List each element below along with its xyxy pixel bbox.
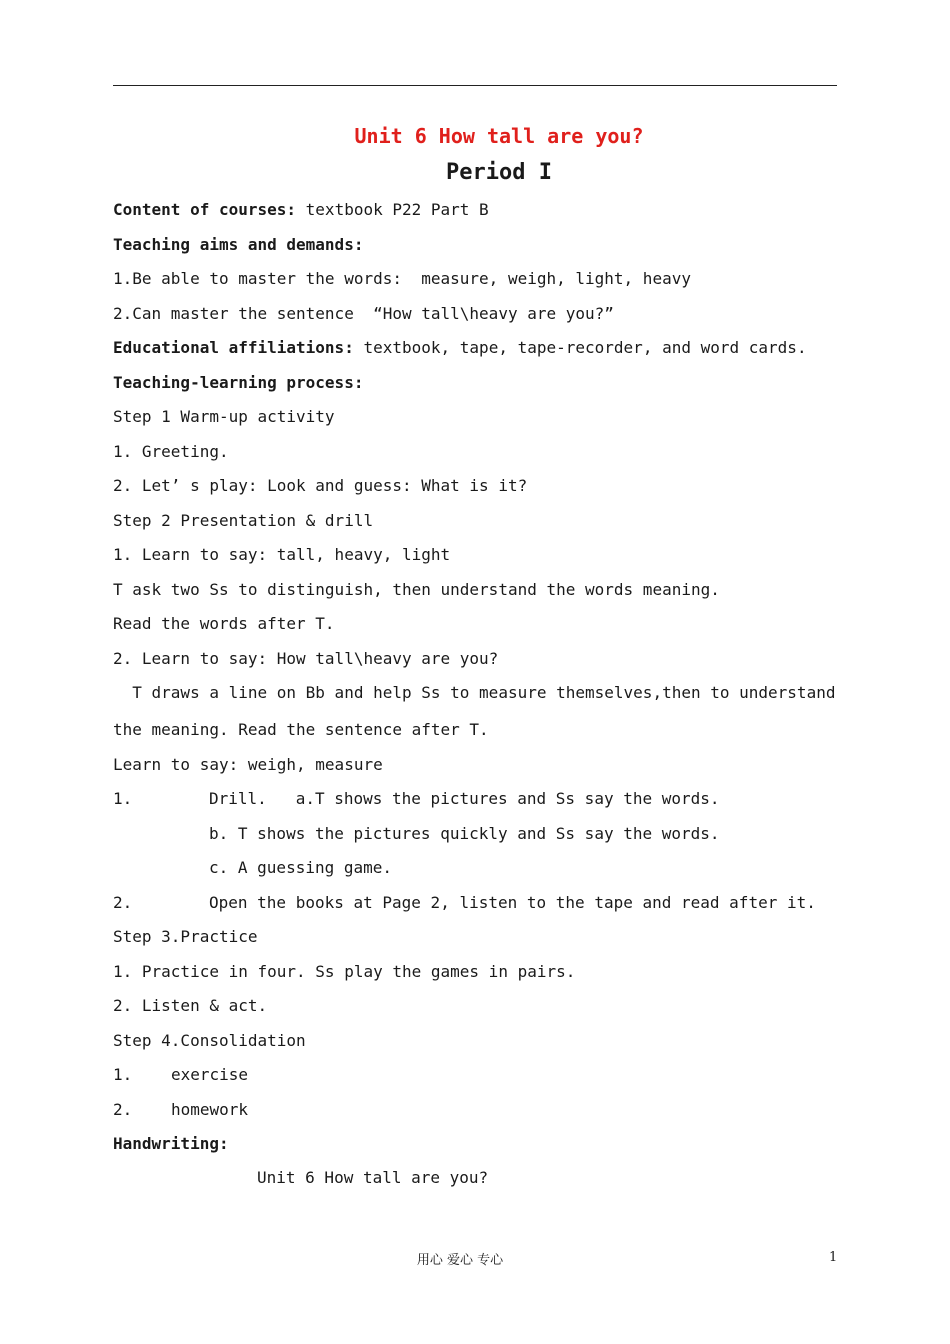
drill-row xyxy=(113,789,720,809)
step-2-item-2b: the meaning. Read the sentence after T. xyxy=(113,720,489,739)
aims-heading: Teaching aims and demands: xyxy=(113,235,364,254)
drill-c: c. A guessing game. xyxy=(209,858,393,877)
step-2-item-2: 2. Learn to say: How tall\heavy are you? xyxy=(113,649,499,668)
content-of-courses xyxy=(113,200,489,220)
page-number: 1 xyxy=(829,1250,838,1265)
drill-b: b. T shows the pictures quickly and Ss say the words. xyxy=(209,824,720,843)
step-4: Step 4.Consolidation xyxy=(113,1031,306,1050)
step-2-item-1a: T ask two Ss to distinguish, then understand the words meaning. xyxy=(113,580,720,599)
step-1-item-1: 1. Greeting. xyxy=(113,442,229,461)
step-4-item-1-number: 1. xyxy=(113,1065,133,1084)
aim-1: 1.Be able to master the words: measure, weigh, light, heavy xyxy=(113,269,691,288)
step-4-item-1 xyxy=(113,1065,248,1085)
educational-affiliations xyxy=(113,338,807,358)
step-2-item-2a: T draws a line on Bb and help Ss to measure themselves,then to understand xyxy=(113,683,836,702)
content-value: textbook P22 Part B xyxy=(296,200,489,219)
affil-label: Educational affiliations: xyxy=(113,338,354,357)
step-2-item-1: 1. Learn to say: tall, heavy, light xyxy=(113,545,451,564)
drill-number: 1. xyxy=(113,789,133,808)
content-label: Content of courses: xyxy=(113,200,297,219)
period-title: Period I xyxy=(446,160,552,185)
step-3: Step 3.Practice xyxy=(113,927,258,946)
step-4-item-1-text: exercise xyxy=(171,1065,249,1084)
handwriting-heading: Handwriting: xyxy=(113,1134,229,1153)
handwriting-value: Unit 6 How tall are you? xyxy=(257,1168,489,1187)
step-2-item-3: Learn to say: weigh, measure xyxy=(113,755,383,774)
open-number: 2. xyxy=(113,893,133,912)
header-rule xyxy=(113,85,837,86)
step-4-item-2 xyxy=(113,1100,248,1120)
step-1: Step 1 Warm-up activity xyxy=(113,407,335,426)
step-4-item-2-number: 2. xyxy=(113,1100,133,1119)
process-heading: Teaching-learning process: xyxy=(113,373,364,392)
step-3-item-1: 1. Practice in four. Ss play the games in pairs. xyxy=(113,962,576,981)
affil-value: textbook, tape, tape-recorder, and word cards. xyxy=(353,338,807,357)
step-4-item-2-text: homework xyxy=(171,1100,249,1119)
drill-a: Drill. a.T shows the pictures and Ss say the words. xyxy=(209,789,720,808)
aim-2: 2.Can master the sentence “How tall\heavy are you?” xyxy=(113,304,614,323)
unit-title: Unit 6 How tall are you? xyxy=(354,124,644,148)
open-books-row xyxy=(113,893,816,913)
page-footer: 用心 爱心 专心 xyxy=(416,1253,504,1268)
step-2: Step 2 Presentation & drill xyxy=(113,511,374,530)
step-3-item-2: 2. Listen & act. xyxy=(113,996,268,1015)
open-text: Open the books at Page 2, listen to the tape and read after it. xyxy=(209,893,816,912)
step-1-item-2: 2. Let’ s play: Look and guess: What is it? xyxy=(113,476,528,495)
step-2-item-1b: Read the words after T. xyxy=(113,614,335,633)
